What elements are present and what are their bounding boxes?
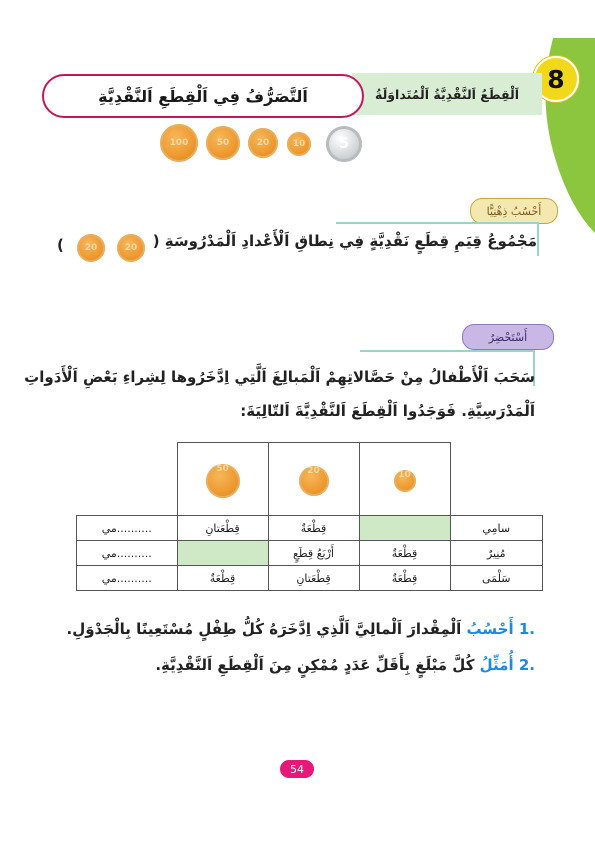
table-cell: قِطْعَةٌ: [177, 566, 268, 591]
calc-sentence: مَجْمُوعُ قِيَمِ قِطَعٍ نَقْدِيَّةٍ فِي نِطاقِ اَلْأَعْدادِ اَلْمَدْرُوسَةِ (: [152, 232, 537, 250]
table-cell: [359, 516, 450, 541]
recall-tag: أَسْتَحْضِرُ: [462, 324, 554, 350]
total-blank: ..........مي: [77, 566, 178, 591]
mental-calc-text: [153, 232, 537, 250]
total-blank: ..........مي: [77, 516, 178, 541]
table-cell: [268, 443, 359, 516]
guide-line: [360, 350, 535, 352]
table-cell: قِطْعَةٌ: [359, 566, 450, 591]
total-blank: ..........مي: [77, 541, 178, 566]
coin-icon: 20: [77, 234, 105, 262]
table-cell: أَرْبَعُ قِطَعٍ: [268, 541, 359, 566]
coin-icon: 5: [326, 126, 362, 162]
unit-subtitle: اَلْقِطَعُ اَلنَّقْدِيَّةُ اَلْمُتَداوَلَةُ: [352, 73, 542, 115]
child-name: سامِي: [450, 516, 543, 541]
coin-icon: 20: [299, 466, 329, 496]
table-cell: [177, 443, 268, 516]
guide-line: [336, 222, 539, 224]
question-text: اَلْمِقْدارَ اَلْمالِيَّ اَلَّذِي اِدَّخَرَهُ كُلُّ طِفْلٍ مُسْتَعِينًا بِالْجَدْوَلِ.: [66, 620, 462, 638]
recall-line-2: اَلْمَدْرَسِيَّةِ. فَوَجَدُوا اَلْقِطَعَ اَلنَّقْدِيَّةَ اَلتّالِيَةَ:: [240, 402, 535, 420]
coin-icon: 10: [394, 470, 416, 492]
page-number: 54: [280, 760, 314, 778]
question-number: .2: [518, 656, 535, 674]
child-name: سَلْمَى: [450, 566, 543, 591]
question-text: كُلَّ مَبْلَغٍ بِأَقَلِّ عَدَدٍ مُمْكِنٍ مِنَ اَلْقِطَعِ اَلنَّقْدِيَّةِ.: [155, 656, 475, 674]
table-cell: قِطْعَةٌ: [359, 541, 450, 566]
coin-icon: 20: [248, 128, 278, 158]
table-row: [77, 516, 543, 541]
table-cell: [177, 541, 268, 566]
question-2: [155, 656, 535, 674]
close-paren: ): [57, 236, 64, 254]
table-cell: قِطْعَتانِ: [268, 566, 359, 591]
coin-icon: 50: [206, 464, 240, 498]
recall-line-1: سَحَبَ اَلْأَطْفالُ مِنْ حَصَّالاتِهِمْ اَلْمَبالِغَ اَلَّتِي اِدَّخَرُوها لِشِراءِ بَعْضِ اَلْأَدَواتِ: [24, 368, 535, 386]
unit-number-badge: 8: [533, 56, 579, 102]
guide-line: [537, 222, 539, 256]
question-verb: أَحْسُبُ: [466, 620, 514, 638]
table-header-row: [77, 443, 543, 516]
table-cell: قِطْعَتانِ: [177, 516, 268, 541]
table-cell: قِطْعَةٌ: [268, 516, 359, 541]
savings-table: [76, 442, 543, 591]
table-cell: [77, 443, 178, 516]
coin-icon: 20: [117, 234, 145, 262]
question-verb: أُمَثِّلُ: [479, 656, 514, 674]
question-1: [67, 620, 536, 638]
table-row: [77, 566, 543, 591]
coin-icon: 50: [206, 126, 240, 160]
coin-icon: 10: [287, 132, 311, 156]
table-row: [77, 541, 543, 566]
child-name: مُنِيرٌ: [450, 541, 543, 566]
mental-calc-tag: أَحْسُبُ ذِهْنِيًّا: [470, 198, 558, 224]
coin-icon: 100: [160, 124, 198, 162]
question-number: .1: [518, 620, 535, 638]
lesson-title: اَلتَّصَرُّفُ فِي اَلْقِطَعِ اَلنَّقْدِيَّةِ: [42, 74, 364, 118]
table-cell: [450, 443, 543, 516]
table-cell: [359, 443, 450, 516]
